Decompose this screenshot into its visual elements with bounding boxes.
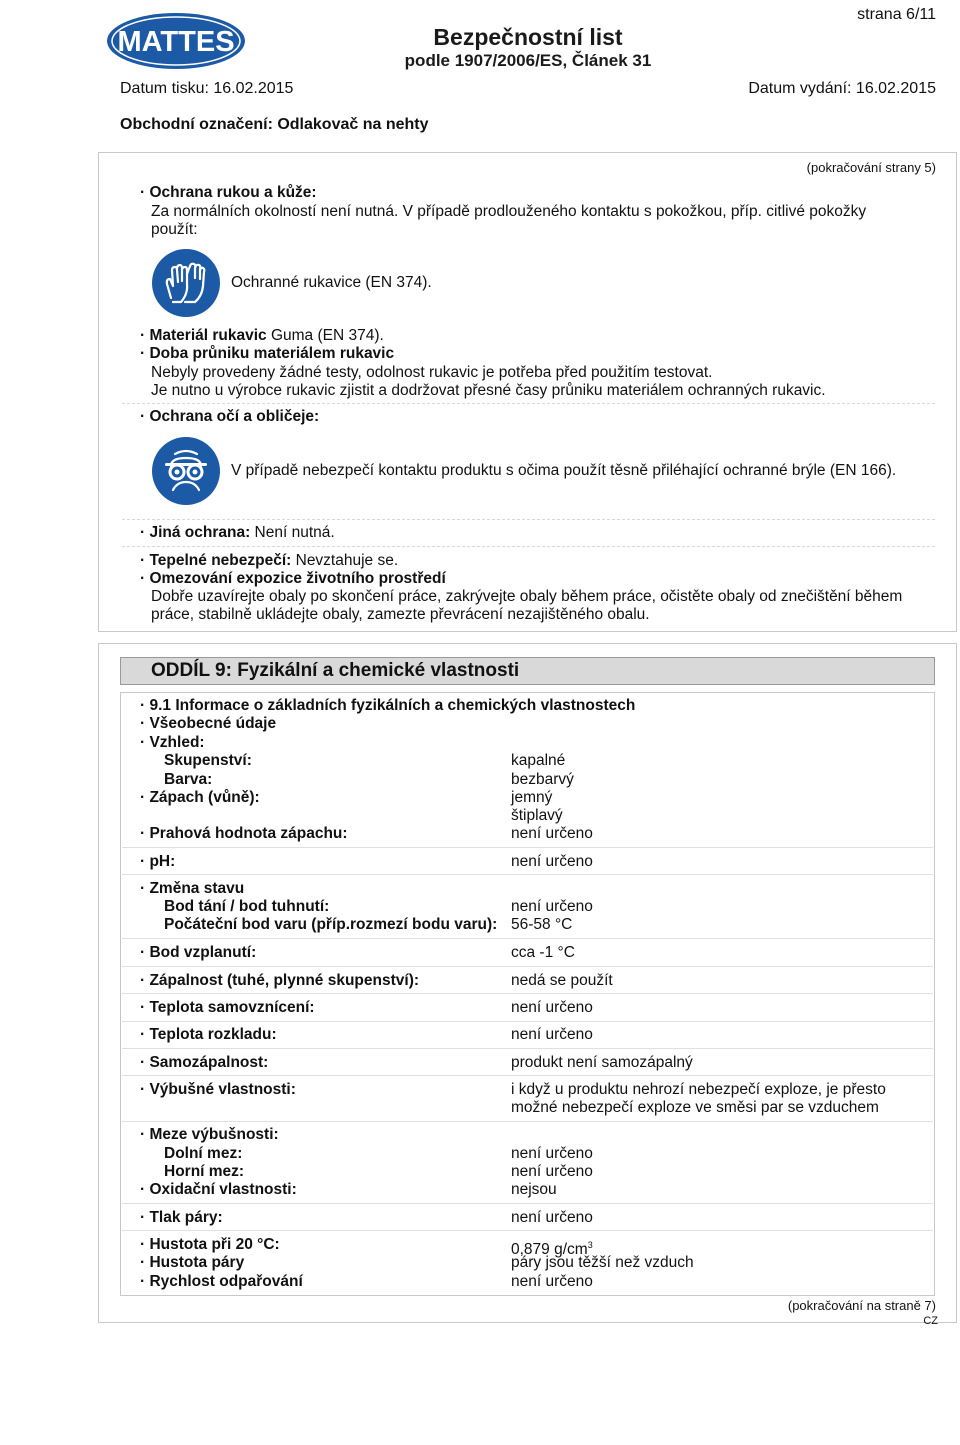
row-separator: [122, 1021, 933, 1022]
material-value: Guma (EN 374).: [266, 327, 384, 344]
document-subtitle: podle 1907/2006/ES, Článek 31: [404, 51, 652, 70]
melting-label: Bod tání / bod tuhnutí:: [164, 898, 330, 915]
decomposition-label: · Teplota rozkladu:: [140, 1026, 277, 1043]
ph-value: není určeno: [511, 853, 593, 870]
upper-limit-value: není určeno: [511, 1163, 593, 1180]
row-separator: [122, 938, 933, 939]
trade-name: Obchodní označení: Odlakovač na nehty: [120, 116, 429, 133]
vapour-pressure-label: · Tlak páry:: [140, 1209, 223, 1226]
material-row: [140, 327, 384, 345]
decomposition-value: není určeno: [511, 1026, 593, 1043]
state-change-label: · Změna stavu: [140, 880, 245, 897]
ph-label: · pH:: [140, 853, 176, 870]
penetration-text-1: Nebyly provedeny žádné testy, odolnost rukavic je potřeba před použitím testovat.: [151, 364, 713, 381]
env-text-2: práce, stabilně ukládejte obaly, zamezte převrácení nezajištěného obalu.: [151, 606, 650, 623]
thermal-row: [140, 552, 398, 570]
density-value: 0,879 g/cm: [511, 1241, 588, 1259]
row-separator: [122, 966, 933, 967]
boiling-label: Počáteční bod varu (příp.rozmezí bodu varu):: [164, 916, 498, 933]
other-value: Není nutná.: [250, 524, 335, 541]
divider: [122, 546, 935, 547]
issue-date: Datum vydání: 16.02.2015: [748, 80, 936, 97]
divider: [122, 519, 935, 520]
gloves-icon: [151, 248, 221, 318]
lower-limit-label: Dolní mez:: [164, 1145, 243, 1162]
eyes-text: V případě nebezpečí kontaktu produktu s očima použít těsně přiléhající ochranné brýle (EN 166).: [231, 462, 897, 479]
thermal-value: Nevztahuje se.: [291, 552, 399, 569]
thermal-label: · Tepelné nebezpečí:: [140, 552, 292, 569]
hands-label: · Ochrana rukou a kůže:: [140, 184, 317, 201]
row-separator: [122, 1075, 933, 1076]
melting-value: není určeno: [511, 898, 593, 915]
row-separator: [122, 847, 933, 848]
flammability-value: nedá se použít: [511, 972, 613, 989]
odor-threshold-value: není určeno: [511, 825, 593, 842]
vapour-density-label: · Hustota páry: [140, 1254, 245, 1271]
logo-text: MATTES: [117, 26, 235, 58]
vapour-pressure-value: není určeno: [511, 1209, 593, 1226]
info-title: · 9.1 Informace o základních fyzikálních a chemických vlastnostech: [140, 697, 636, 714]
evaporation-label: · Rychlost odpařování: [140, 1273, 303, 1290]
density-unit-sup: 3: [587, 1240, 593, 1250]
language-code: CZ: [923, 1315, 938, 1327]
material-label: · Materiál rukavic: [140, 327, 267, 344]
self-ignition-label: · Samozápalnost:: [140, 1054, 269, 1071]
hands-text-2: použít:: [151, 221, 198, 238]
row-separator: [122, 1048, 933, 1049]
env-label: · Omezování expozice životního prostředí: [140, 570, 446, 587]
density-label: · Hustota při 20 °C:: [140, 1236, 280, 1253]
row-separator: [122, 1230, 933, 1231]
state-label: Skupenství:: [164, 752, 252, 769]
color-value: bezbarvý: [511, 771, 574, 788]
autoignition-value: není určeno: [511, 999, 593, 1016]
appearance-label: · Vzhled:: [140, 734, 205, 751]
state-value: kapalné: [511, 752, 566, 769]
row-separator: [122, 993, 933, 994]
upper-limit-label: Horní mez:: [164, 1163, 245, 1180]
env-text-1: Dobře uzavírejte obaly po skončení práce, zakrývejte obaly během práce, očistěte obaly od znečištění během: [151, 588, 903, 605]
evaporation-value: není určeno: [511, 1273, 593, 1290]
odor-label: · Zápach (vůně):: [140, 789, 260, 806]
oxidizing-value: nejsou: [511, 1181, 557, 1198]
penetration-label: · Doba průniku materiálem rukavic: [140, 345, 395, 362]
continued-to: (pokračování na straně 7): [787, 1298, 936, 1313]
gloves-text: Ochranné rukavice (EN 374).: [231, 274, 432, 291]
eyes-label: · Ochrana očí a obličeje:: [140, 408, 320, 425]
other-row: [140, 524, 335, 542]
flash-value: cca -1 °C: [511, 944, 575, 961]
general-label: · Všeobecné údaje: [140, 715, 277, 732]
oxidizing-label: · Oxidační vlastnosti:: [140, 1181, 297, 1198]
document-title: Bezpečnostní list: [433, 24, 623, 50]
continued-from: (pokračování strany 5): [806, 160, 936, 175]
penetration-text-2: Je nutno u výrobce rukavic zjistit a dodržovat přesné časy průniku materiálem ochranných rukavic.: [151, 382, 826, 399]
other-label: · Jiná ochrana:: [140, 524, 251, 541]
odor-value-2: štiplavý: [511, 807, 563, 824]
print-date: Datum tisku: 16.02.2015: [120, 80, 294, 97]
explosive-value-2: možné nebezpečí exploze ve směsi par se vzduchem: [511, 1099, 879, 1116]
odor-value-1: jemný: [511, 789, 553, 806]
autoignition-label: · Teplota samovznícení:: [140, 999, 315, 1016]
color-label: Barva:: [164, 771, 213, 788]
flash-label: · Bod vzplanutí:: [140, 944, 257, 961]
section9-title: ODDÍL 9: Fyzikální a chemické vlastnosti: [120, 657, 935, 685]
row-separator: [122, 1121, 933, 1122]
explosive-value-1: i když u produktu nehrozí nebezpečí exploze, je přesto: [511, 1081, 886, 1098]
self-ignition-value: produkt není samozápalný: [511, 1054, 693, 1071]
row-separator: [122, 874, 933, 875]
explosion-limits-label: · Meze výbušnosti:: [140, 1126, 279, 1143]
flammability-label: · Zápalnost (tuhé, plynné skupenství):: [140, 972, 420, 989]
hands-text-1: Za normálních okolností není nutná. V případě prodlouženého kontaktu s pokožkou, příp. citlivé pokožky: [151, 203, 867, 220]
divider: [122, 403, 935, 404]
lower-limit-value: není určeno: [511, 1145, 593, 1162]
row-separator: [122, 1203, 933, 1204]
boiling-value: 56-58 °C: [511, 916, 573, 933]
odor-threshold-label: · Prahová hodnota zápachu:: [140, 825, 348, 842]
vapour-density-value: páry jsou těžší než vzduch: [511, 1254, 694, 1271]
explosive-label: · Výbušné vlastnosti:: [140, 1081, 296, 1098]
page-number: strana 6/11: [857, 6, 936, 23]
goggles-icon: [151, 436, 221, 506]
